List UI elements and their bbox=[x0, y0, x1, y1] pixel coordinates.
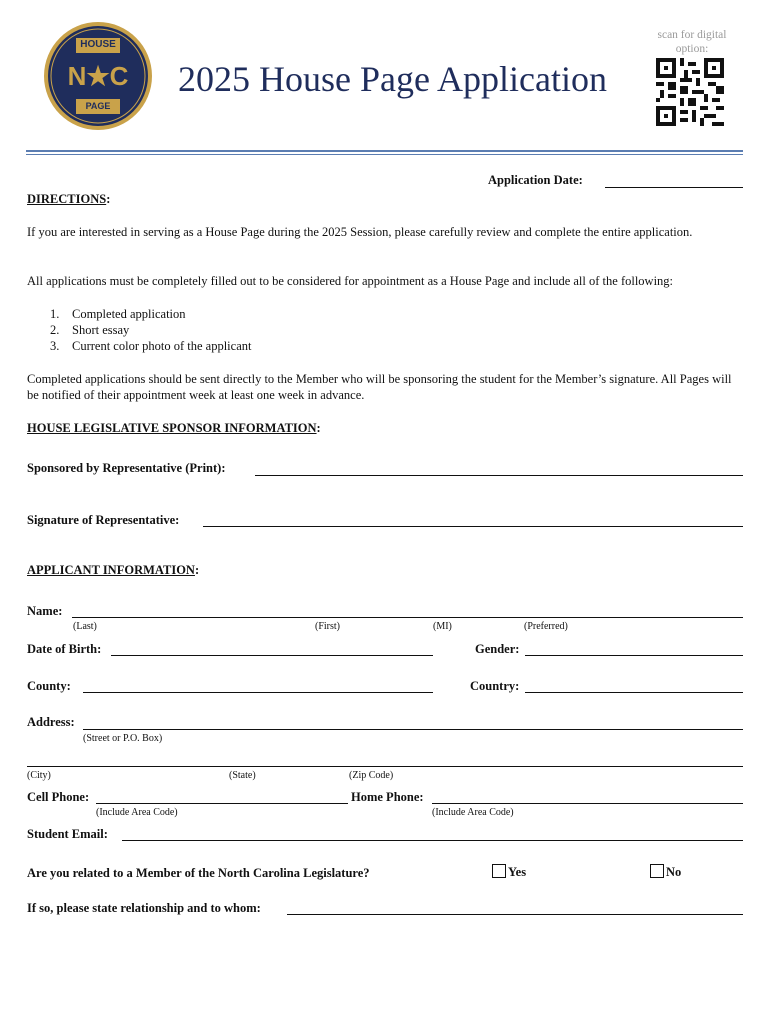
signature-field[interactable] bbox=[203, 526, 743, 527]
application-date-label: Application Date: bbox=[488, 173, 583, 187]
home-phone-field[interactable] bbox=[432, 803, 743, 804]
email-field[interactable] bbox=[122, 840, 743, 841]
list-item: 1. Completed application bbox=[50, 307, 186, 321]
yes-label: Yes bbox=[508, 865, 527, 879]
gender-label: Gender: bbox=[475, 642, 520, 656]
seal-mid-text: N★C bbox=[67, 61, 129, 91]
address-sub: (Street or P.O. Box) bbox=[83, 733, 163, 744]
applicant-heading-colon: : bbox=[194, 563, 200, 577]
county-field[interactable] bbox=[83, 692, 433, 693]
cell-phone-field[interactable] bbox=[96, 803, 348, 804]
email-label: Student Email: bbox=[27, 827, 108, 841]
seal-top-text: HOUSE bbox=[80, 39, 116, 50]
cell-phone-label: Cell Phone: bbox=[27, 790, 90, 804]
directions-heading bbox=[27, 191, 110, 207]
gender-field[interactable] bbox=[525, 655, 743, 656]
qr-caption: scan for digital option: bbox=[657, 29, 727, 55]
yes-checkbox[interactable] bbox=[492, 864, 506, 878]
address-field[interactable] bbox=[83, 729, 743, 730]
directions-heading-text: DIRECTIONS bbox=[27, 192, 107, 206]
name-sub-preferred: (Preferred) bbox=[524, 621, 568, 632]
relationship-label: If so, please state relationship and to whom: bbox=[27, 901, 261, 915]
application-date-field[interactable] bbox=[605, 187, 743, 188]
yes-checkbox-group[interactable] bbox=[492, 864, 526, 880]
home-phone-label: Home Phone: bbox=[351, 790, 424, 804]
sponsored-by-label: Sponsored by Representative (Print): bbox=[27, 461, 226, 475]
list-item: 2. Short essay bbox=[50, 323, 130, 337]
country-label: Country: bbox=[470, 679, 520, 693]
no-label: No bbox=[666, 865, 682, 879]
no-checkbox-group[interactable] bbox=[650, 864, 681, 880]
county-label: County: bbox=[27, 679, 71, 693]
sponsor-heading-colon: : bbox=[316, 421, 321, 435]
header-rule-thin bbox=[26, 154, 743, 155]
related-question: Are you related to a Member of the North Carolina Legislature? bbox=[27, 866, 370, 880]
dob-field[interactable] bbox=[111, 655, 433, 656]
address-label: Address: bbox=[27, 715, 75, 729]
name-sub-mi: (MI) bbox=[433, 621, 452, 632]
signature-label: Signature of Representative: bbox=[27, 513, 180, 527]
country-field[interactable] bbox=[525, 692, 743, 693]
directions-para-2: All applications must be completely filled out to be considered for appointment as a House Page and include all of the following: bbox=[27, 274, 674, 288]
directions-para-1: If you are interested in serving as a House Page during the 2025 Session, please carefully review and complete the entire application. bbox=[27, 225, 693, 239]
cell-phone-sub: (Include Area Code) bbox=[96, 807, 178, 818]
city-sub: (City) bbox=[27, 770, 51, 781]
requirements-list bbox=[50, 306, 251, 354]
applicant-heading-text: APPLICANT INFORMATION bbox=[27, 563, 195, 577]
name-field[interactable] bbox=[72, 617, 743, 618]
nc-house-seal-logo bbox=[43, 21, 153, 131]
directions-heading-colon: : bbox=[106, 192, 111, 206]
sponsored-by-field[interactable] bbox=[255, 475, 743, 476]
sponsor-heading bbox=[27, 420, 321, 436]
sponsor-heading-text: HOUSE LEGISLATIVE SPONSOR INFORMATION bbox=[27, 421, 317, 435]
home-phone-sub: (Include Area Code) bbox=[432, 807, 514, 818]
qr-code-icon[interactable] bbox=[656, 58, 724, 126]
page-title: 2025 House Page Application bbox=[178, 59, 607, 99]
name-sub-last: (Last) bbox=[73, 621, 97, 632]
name-label: Name: bbox=[27, 604, 63, 618]
directions-para-3: Completed applications should be sent directly to the Member who will be sponsoring the student for the Member’s signature. All Pages will be notified of their appointment week at least one week in advance. bbox=[27, 372, 732, 402]
seal-bottom-text: PAGE bbox=[85, 101, 111, 111]
list-item: 3. Current color photo of the applicant bbox=[50, 339, 252, 353]
city-state-zip-field[interactable] bbox=[27, 766, 743, 767]
header-rule bbox=[26, 150, 743, 152]
name-sub-first: (First) bbox=[315, 621, 340, 632]
relationship-field[interactable] bbox=[287, 914, 743, 915]
dob-label: Date of Birth: bbox=[27, 642, 102, 656]
zip-sub: (Zip Code) bbox=[349, 770, 394, 781]
state-sub: (State) bbox=[229, 770, 256, 781]
no-checkbox[interactable] bbox=[650, 864, 664, 878]
applicant-heading bbox=[27, 562, 199, 578]
